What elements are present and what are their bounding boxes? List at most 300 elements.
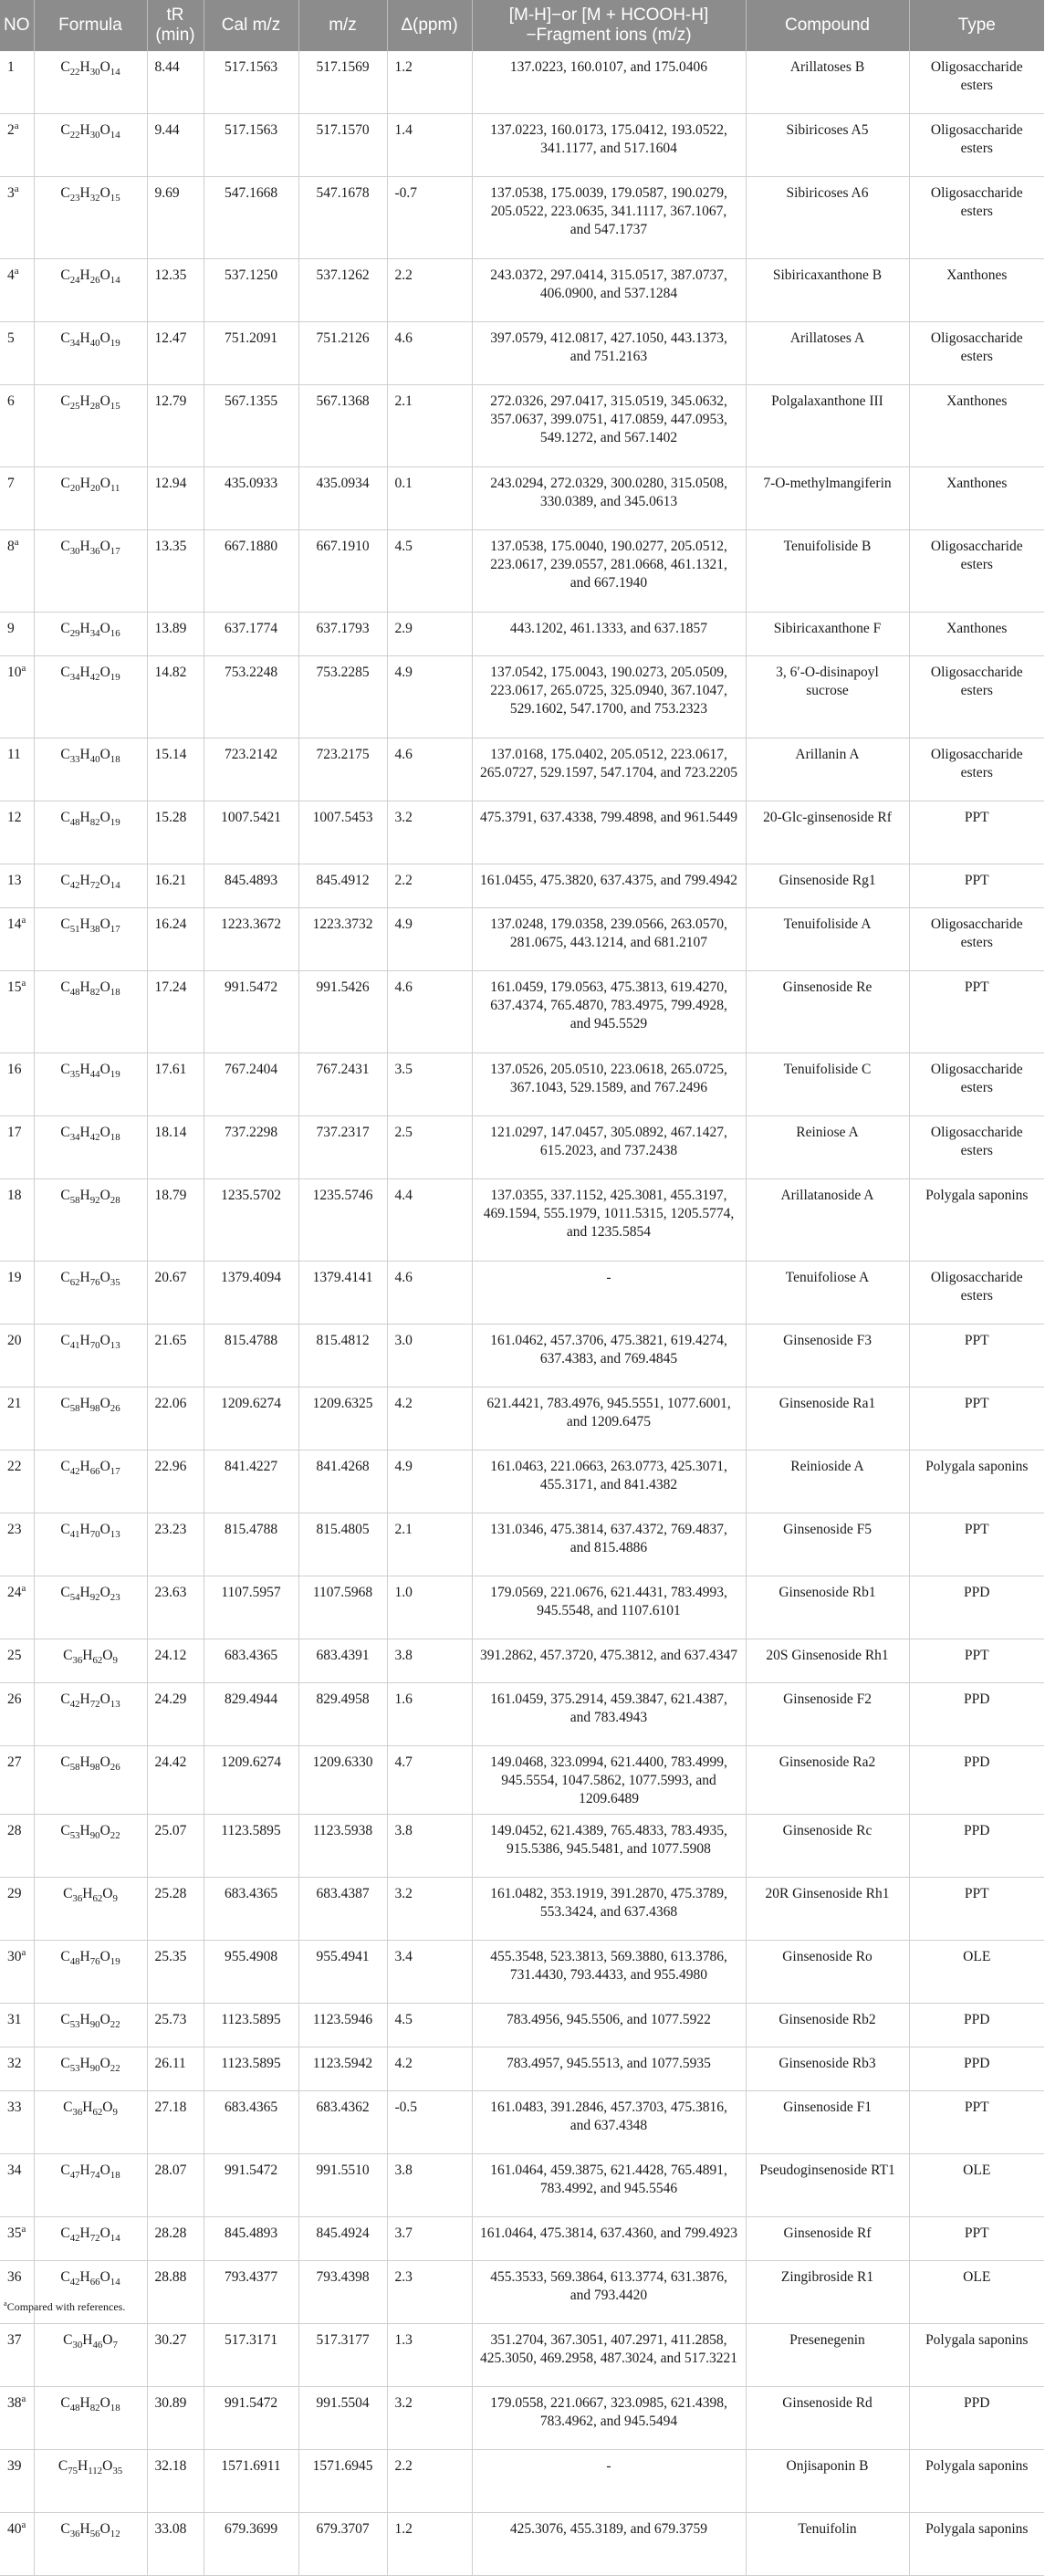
formula-part: 14: [110, 275, 120, 287]
header-row: [0, 0, 1044, 51]
cell-no: [0, 1116, 34, 1179]
formula-part: 18: [110, 754, 120, 766]
cell-mz: 637.1793: [298, 613, 387, 656]
cell-fragments: 137.0223, 160.0173, 175.0412, 193.0522, 341.1177, and 517.1604: [472, 114, 746, 177]
cell-fragments: 455.3533, 569.3864, 613.3774, 631.3876, and 793.4420: [472, 2261, 746, 2324]
formula-part: C: [63, 1648, 73, 1663]
formula-part: O: [102, 2332, 113, 2348]
cell-fragments: 443.1202, 461.1333, and 637.1857: [472, 613, 746, 656]
formula-part: C: [60, 1585, 70, 1600]
cell-type: Xanthones: [909, 613, 1044, 656]
formula-part: 36: [72, 2107, 83, 2119]
formula-part: H: [79, 1459, 90, 1474]
cell-fragments: 161.0464, 475.3814, 637.4360, and 799.4923: [472, 2217, 746, 2261]
cell-ppm: 4.6: [387, 971, 472, 1053]
reference-mark: a: [21, 662, 26, 674]
formula-part: 62: [92, 1893, 103, 1905]
cell-compound: Tenuifolin: [746, 2513, 909, 2576]
formula-part: H: [79, 979, 90, 995]
formula-part: O: [99, 1823, 110, 1838]
cell-ppm: 3.5: [387, 1053, 472, 1116]
row-number: 35: [7, 2225, 22, 2241]
cell-compound: Ginsenoside Rg1: [746, 864, 909, 908]
cell-cal-mz: 753.2248: [204, 656, 298, 738]
formula-part: 14: [110, 2277, 120, 2288]
cell-mz: 723.2175: [298, 738, 387, 801]
formula-part: 16: [110, 628, 120, 640]
row-number: 15: [7, 979, 22, 995]
formula-part: 53: [69, 2063, 80, 2075]
formula-part: 38: [89, 924, 100, 936]
formula-part: O: [99, 916, 110, 932]
formula-part: O: [99, 2012, 110, 2027]
formula-part: O: [99, 1396, 110, 1411]
formula-part: O: [99, 2225, 110, 2241]
formula-part: 14: [110, 880, 120, 892]
formula-part: C: [60, 2395, 70, 2411]
cell-ppm: 2.5: [387, 1116, 472, 1179]
cell-cal-mz: 1571.6911: [204, 2450, 298, 2513]
formula-part: 82: [89, 2403, 100, 2414]
formula-part: C: [57, 2458, 68, 2474]
formula-part: 42: [69, 1466, 80, 1478]
row-number: 25: [7, 1648, 22, 1663]
cell-type: Polygala saponins: [909, 2324, 1044, 2387]
table-header: [0, 0, 1044, 51]
cell-formula: [34, 114, 147, 177]
formula-part: H: [79, 393, 90, 409]
row-number: 26: [7, 1691, 22, 1707]
cell-compound: Sibiricaxanthone F: [746, 613, 909, 656]
formula-part: O: [102, 1648, 113, 1663]
reference-mark: a: [14, 536, 19, 548]
table-row: [0, 467, 1044, 530]
cell-compound: Sibiricoses A6: [746, 177, 909, 259]
cell-fragments: 149.0452, 621.4389, 765.4833, 783.4935, 915.5386, 945.5481, and 1077.5908: [472, 1815, 746, 1878]
cell-compound: Tenuifoliside C: [746, 1053, 909, 1116]
cell-mz: 845.4924: [298, 2217, 387, 2261]
cell-no: [0, 1450, 34, 1513]
formula-part: 30: [89, 67, 100, 79]
cell-fragments: -: [472, 1262, 746, 1325]
formula-part: 34: [89, 628, 100, 640]
row-number: 12: [7, 810, 22, 825]
formula-part: H: [79, 2395, 90, 2411]
cell-compound: Ginsenoside Rd: [746, 2387, 909, 2450]
formula-part: C: [60, 1459, 70, 1474]
cell-formula: [34, 2217, 147, 2261]
cell-formula: [34, 2450, 147, 2513]
row-number: 27: [7, 1754, 22, 1770]
cell-ppm: 4.9: [387, 908, 472, 971]
table-row: [0, 1513, 1044, 1576]
row-number: 6: [7, 393, 15, 409]
cell-cal-mz: 767.2404: [204, 1053, 298, 1116]
cell-formula: [34, 2324, 147, 2387]
formula-part: H: [82, 1648, 93, 1663]
cell-ppm: 4.2: [387, 2047, 472, 2091]
formula-part: H: [79, 1125, 90, 1140]
cell-no: [0, 2387, 34, 2450]
row-number: 30: [7, 1949, 22, 1964]
formula-part: H: [82, 1886, 93, 1901]
cell-cal-mz: 815.4788: [204, 1325, 298, 1387]
cell-retention-time: 23.23: [147, 1513, 204, 1576]
formula-part: O: [99, 476, 110, 491]
formula-part: 35: [110, 1277, 120, 1289]
cell-mz: 683.4387: [298, 1878, 387, 1941]
cell-fragments: 179.0558, 221.0667, 323.0985, 621.4398, 783.4962, and 945.5494: [472, 2387, 746, 2450]
cell-type: OLE: [909, 2261, 1044, 2324]
cell-fragments: 137.0355, 337.1152, 425.3081, 455.3197, 469.1594, 555.1979, 1011.5315, 1205.5774, and 1235.5854: [472, 1179, 746, 1262]
row-number: 13: [7, 873, 22, 888]
table-row: [0, 864, 1044, 908]
cell-retention-time: 24.12: [147, 1639, 204, 1683]
cell-cal-mz: 991.5472: [204, 2154, 298, 2217]
cell-no: [0, 1815, 34, 1878]
cell-cal-mz: 567.1355: [204, 385, 298, 467]
cell-type: Oligosaccharide esters: [909, 322, 1044, 385]
cell-formula: [34, 908, 147, 971]
cell-type: OLE: [909, 1941, 1044, 2004]
formula-part: O: [99, 621, 110, 636]
formula-part: C: [60, 393, 70, 409]
cell-fragments: 161.0483, 391.2846, 457.3703, 475.3816, and 637.4348: [472, 2091, 746, 2154]
cell-retention-time: 14.82: [147, 656, 204, 738]
cell-type: PPD: [909, 1576, 1044, 1639]
cell-cal-mz: 1209.6274: [204, 1387, 298, 1450]
cell-mz: 537.1262: [298, 259, 387, 322]
row-number: 16: [7, 1062, 22, 1077]
formula-part: 29: [69, 628, 80, 640]
cell-formula: [34, 2154, 147, 2217]
cell-type: Oligosaccharide esters: [909, 1116, 1044, 1179]
formula-part: O: [99, 1585, 110, 1600]
cell-retention-time: 15.14: [147, 738, 204, 801]
cell-compound: Tenuifoliside B: [746, 530, 909, 613]
cell-compound: Zingibroside R1: [746, 2261, 909, 2324]
cell-no: [0, 467, 34, 530]
cell-retention-time: 12.47: [147, 322, 204, 385]
formula-part: O: [99, 1125, 110, 1140]
cell-formula: [34, 801, 147, 864]
formula-part: H: [79, 476, 90, 491]
column-header: Cal m/z: [204, 0, 298, 51]
formula-part: 22: [110, 2019, 120, 2031]
formula-part: 58: [69, 1403, 80, 1415]
cell-no: [0, 51, 34, 114]
cell-cal-mz: 829.4944: [204, 1683, 298, 1746]
cell-cal-mz: 793.4377: [204, 2261, 298, 2324]
footnote-mark: a: [4, 2299, 7, 2308]
table-row: [0, 322, 1044, 385]
cell-retention-time: 25.28: [147, 1878, 204, 1941]
formula-part: C: [60, 2162, 70, 2178]
formula-part: 72: [89, 1699, 100, 1711]
formula-part: H: [79, 2225, 90, 2241]
table-row: [0, 259, 1044, 322]
formula-part: 75: [68, 2466, 78, 2477]
cell-retention-time: 24.42: [147, 1746, 204, 1815]
formula-part: C: [60, 2012, 70, 2027]
formula-part: H: [79, 2162, 90, 2178]
cell-fragments: 131.0346, 475.3814, 637.4372, 769.4837, and 815.4886: [472, 1513, 746, 1576]
cell-compound: Ginsenoside F5: [746, 1513, 909, 1576]
formula-part: O: [99, 1522, 110, 1537]
cell-no: [0, 530, 34, 613]
row-number: 34: [7, 2162, 22, 2178]
cell-compound: Ginsenoside F3: [746, 1325, 909, 1387]
row-number: 37: [7, 2332, 22, 2348]
cell-no: [0, 801, 34, 864]
formula-part: 26: [110, 1403, 120, 1415]
cell-formula: [34, 322, 147, 385]
cell-cal-mz: 1007.5421: [204, 801, 298, 864]
formula-part: H: [79, 2269, 90, 2285]
formula-part: H: [79, 1270, 90, 1285]
formula-part: 14: [110, 2233, 120, 2245]
formula-part: C: [60, 330, 70, 346]
formula-part: 92: [89, 1592, 100, 1604]
cell-no: [0, 656, 34, 738]
cell-ppm: 3.8: [387, 2154, 472, 2217]
cell-formula: [34, 1878, 147, 1941]
formula-part: 36: [69, 2529, 80, 2540]
column-header: Compound: [746, 0, 909, 51]
formula-part: 14: [110, 130, 120, 141]
cell-type: PPT: [909, 864, 1044, 908]
formula-part: 9: [112, 1655, 118, 1667]
row-number: 32: [7, 2056, 22, 2071]
formula-part: H: [79, 916, 90, 932]
formula-part: 98: [89, 1762, 100, 1774]
cell-retention-time: 18.14: [147, 1116, 204, 1179]
row-number: 20: [7, 1333, 22, 1348]
column-header: Type: [909, 0, 1044, 51]
formula-part: 28: [89, 401, 100, 413]
row-number: 24: [7, 1585, 22, 1600]
cell-type: Oligosaccharide esters: [909, 738, 1044, 801]
formula-part: 19: [110, 338, 120, 350]
formula-part: H: [79, 1754, 90, 1770]
cell-cal-mz: 517.1563: [204, 114, 298, 177]
formula-part: H: [79, 810, 90, 825]
cell-type: PPD: [909, 1815, 1044, 1878]
cell-mz: 679.3707: [298, 2513, 387, 2576]
formula-part: 48: [69, 987, 80, 999]
cell-cal-mz: 517.3171: [204, 2324, 298, 2387]
formula-part: 51: [69, 924, 80, 936]
cell-mz: 991.5504: [298, 2387, 387, 2450]
formula-part: C: [60, 1270, 70, 1285]
formula-part: C: [60, 665, 70, 680]
row-number: 33: [7, 2100, 22, 2115]
cell-cal-mz: 683.4365: [204, 1639, 298, 1683]
row-number: 8: [7, 539, 15, 554]
cell-formula: [34, 1683, 147, 1746]
formula-part: O: [99, 393, 110, 409]
cell-compound: 20S Ginsenoside Rh1: [746, 1639, 909, 1683]
cell-type: OLE: [909, 2154, 1044, 2217]
cell-cal-mz: 991.5472: [204, 2387, 298, 2450]
cell-fragments: 475.3791, 637.4338, 799.4898, and 961.5449: [472, 801, 746, 864]
cell-fragments: 161.0462, 457.3706, 475.3821, 619.4274, 637.4383, and 769.4845: [472, 1325, 746, 1387]
formula-part: 41: [69, 1340, 80, 1352]
cell-cal-mz: 815.4788: [204, 1513, 298, 1576]
formula-part: 9: [112, 2107, 118, 2119]
cell-type: PPT: [909, 1878, 1044, 1941]
cell-mz: 845.4912: [298, 864, 387, 908]
row-number: 21: [7, 1396, 22, 1411]
formula-part: H: [79, 1823, 90, 1838]
cell-retention-time: 20.67: [147, 1262, 204, 1325]
cell-mz: 1571.6945: [298, 2450, 387, 2513]
reference-mark: a: [14, 183, 19, 194]
cell-fragments: 272.0326, 297.0417, 315.0519, 345.0632, 357.0637, 399.0751, 417.0859, 447.0953, 549.1272, and 567.1402: [472, 385, 746, 467]
cell-formula: [34, 177, 147, 259]
cell-no: [0, 2261, 34, 2324]
column-header: Δ(ppm): [387, 0, 472, 51]
cell-fragments: 243.0294, 272.0329, 300.0280, 315.0508, 330.0389, and 345.0613: [472, 467, 746, 530]
reference-mark: a: [14, 265, 19, 277]
cell-retention-time: 17.24: [147, 971, 204, 1053]
formula-part: 18: [110, 1132, 120, 1144]
cell-type: PPD: [909, 2004, 1044, 2047]
formula-part: O: [99, 539, 110, 554]
cell-type: Xanthones: [909, 385, 1044, 467]
cell-mz: 547.1678: [298, 177, 387, 259]
formula-part: 19: [110, 817, 120, 829]
column-header: [M-H]−or [M + HCOOH-H]−Fragment ions (m/z): [472, 0, 746, 51]
formula-part: 23: [110, 1592, 120, 1604]
cell-fragments: 161.0459, 375.2914, 459.3847, 621.4387, and 783.4943: [472, 1683, 746, 1746]
row-number: 10: [7, 665, 22, 680]
formula-part: 90: [89, 2063, 100, 2075]
reference-mark: a: [14, 120, 19, 131]
cell-type: Oligosaccharide esters: [909, 908, 1044, 971]
cell-fragments: 137.0168, 175.0402, 205.0512, 223.0617, 265.0727, 529.1597, 547.1704, and 723.2205: [472, 738, 746, 801]
cell-ppm: -0.5: [387, 2091, 472, 2154]
formula-part: 36: [72, 1655, 83, 1667]
formula-part: 20: [89, 483, 100, 495]
formula-part: 32: [89, 193, 100, 204]
cell-no: [0, 738, 34, 801]
formula-part: 70: [89, 1340, 100, 1352]
cell-mz: 1209.6330: [298, 1746, 387, 1815]
row-number: 40: [7, 2521, 22, 2537]
formula-part: 20: [69, 483, 80, 495]
cell-cal-mz: 1123.5895: [204, 1815, 298, 1878]
formula-part: O: [99, 1333, 110, 1348]
cell-ppm: 2.3: [387, 2261, 472, 2324]
formula-part: 53: [69, 1830, 80, 1842]
cell-formula: [34, 1941, 147, 2004]
formula-part: 36: [89, 546, 100, 558]
cell-retention-time: 22.96: [147, 1450, 204, 1513]
table-row: [0, 177, 1044, 259]
cell-no: [0, 2513, 34, 2576]
cell-compound: Ginsenoside Rf: [746, 2217, 909, 2261]
formula-part: O: [99, 2056, 110, 2071]
formula-part: 15: [110, 193, 120, 204]
cell-type: Xanthones: [909, 259, 1044, 322]
cell-retention-time: 22.06: [147, 1387, 204, 1450]
cell-compound: Ginsenoside Re: [746, 971, 909, 1053]
cell-compound: Reinioside A: [746, 1450, 909, 1513]
formula-part: O: [99, 1949, 110, 1964]
formula-part: 40: [89, 754, 100, 766]
cell-compound: Ginsenoside F1: [746, 2091, 909, 2154]
cell-no: [0, 2004, 34, 2047]
cell-fragments: 137.0526, 205.0510, 223.0618, 265.0725, 367.1043, 529.1589, and 767.2496: [472, 1053, 746, 1116]
formula-part: C: [60, 1522, 70, 1537]
formula-part: 23: [69, 193, 80, 204]
row-number: 18: [7, 1188, 22, 1203]
row-number: 2: [7, 122, 15, 138]
cell-cal-mz: 683.4365: [204, 2091, 298, 2154]
formula-part: 15: [110, 401, 120, 413]
formula-part: 19: [110, 1956, 120, 1968]
formula-part: 48: [69, 817, 80, 829]
cell-retention-time: 12.35: [147, 259, 204, 322]
formula-part: O: [99, 1459, 110, 1474]
table-row: [0, 51, 1044, 114]
table-row: [0, 530, 1044, 613]
cell-type: Xanthones: [909, 467, 1044, 530]
cell-formula: [34, 1387, 147, 1450]
formula-part: C: [60, 2056, 70, 2071]
cell-retention-time: 30.89: [147, 2387, 204, 2450]
table-row: [0, 385, 1044, 467]
table-row: [0, 1746, 1044, 1815]
table-row: [0, 2324, 1044, 2387]
row-number: 3: [7, 185, 15, 201]
table-row: [0, 2004, 1044, 2047]
cell-type: Oligosaccharide esters: [909, 1262, 1044, 1325]
cell-mz: 955.4941: [298, 1941, 387, 2004]
formula-part: 17: [110, 1466, 120, 1478]
cell-ppm: 2.1: [387, 1513, 472, 1576]
cell-formula: [34, 1053, 147, 1116]
formula-part: C: [60, 59, 70, 75]
formula-part: C: [60, 1823, 70, 1838]
cell-type: PPT: [909, 2217, 1044, 2261]
cell-formula: [34, 467, 147, 530]
cell-formula: [34, 1513, 147, 1576]
cell-formula: [34, 51, 147, 114]
formula-part: H: [79, 1691, 90, 1707]
formula-part: 90: [89, 1830, 100, 1842]
footnote-text: Compared with references.: [6, 2300, 126, 2313]
formula-part: C: [60, 267, 70, 283]
cell-mz: 1007.5453: [298, 801, 387, 864]
formula-part: H: [79, 665, 90, 680]
cell-compound: Ginsenoside Rc: [746, 1815, 909, 1878]
cell-retention-time: 32.18: [147, 2450, 204, 2513]
formula-part: 82: [89, 817, 100, 829]
cell-compound: Ginsenoside F2: [746, 1683, 909, 1746]
cell-compound: Polgalaxanthone III: [746, 385, 909, 467]
cell-ppm: 4.9: [387, 656, 472, 738]
cell-cal-mz: 1223.3672: [204, 908, 298, 971]
formula-part: O: [99, 747, 110, 762]
formula-part: 34: [69, 672, 80, 684]
formula-part: 9: [112, 1893, 118, 1905]
formula-part: C: [60, 2269, 70, 2285]
cell-compound: Tenuifoliose A: [746, 1262, 909, 1325]
table-row: [0, 1053, 1044, 1116]
formula-part: 36: [72, 1893, 83, 1905]
